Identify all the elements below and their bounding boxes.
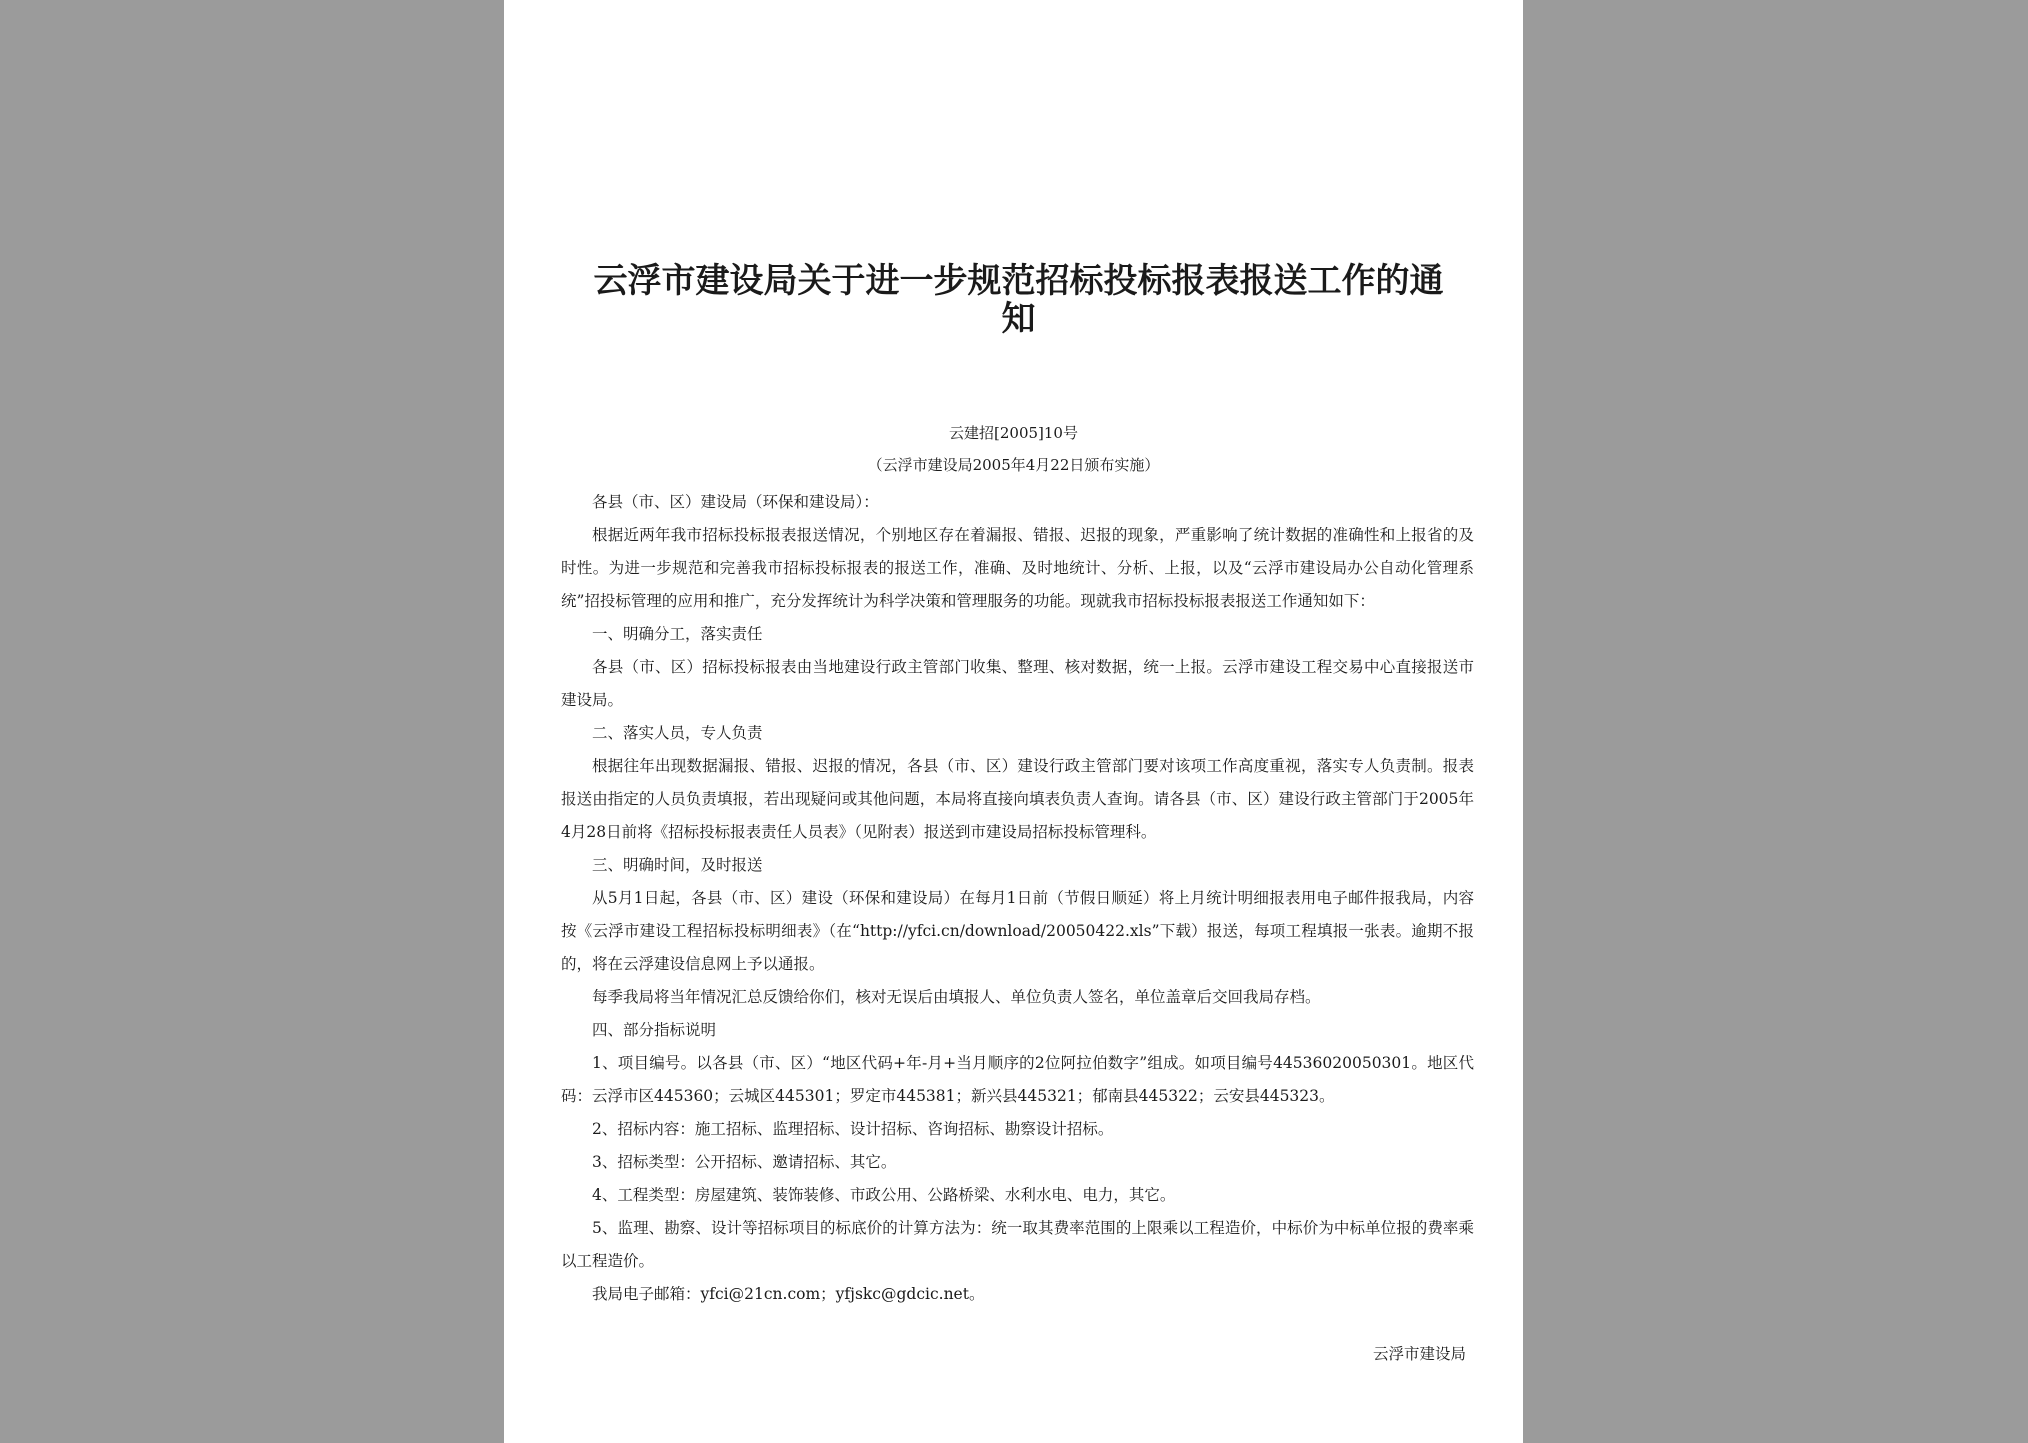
document-body	[561, 486, 1474, 1311]
issue-note: （云浮市建设局2005年4月22日颁布实施）	[867, 456, 1160, 474]
paragraph: 从5月1日起，各县（市、区）建设（环保和建设局）在每月1日前（节假日顺延）将上月统计明细报表用电子邮件报我局，内容按《云浮市建设工程招标投标明细表》（在“http://yfci.cn/download/20050422.xls”下载）报送，每项工程填报一张表。逾期不报的，将在云浮建设信息网上予以通报。	[561, 889, 1474, 973]
document-page	[504, 0, 1523, 1443]
salutation: 各县（市、区）建设局（环保和建设局）：	[592, 493, 879, 511]
section-heading: 三、明确时间，及时报送	[592, 856, 763, 874]
list-item: 5、监理、勘察、设计等招标项目的标底价的计算方法为：统一取其费率范围的上限乘以工程造价，中标价为中标单位报的费率乘以工程造价。	[561, 1219, 1474, 1270]
section-heading: 二、落实人员，专人负责	[592, 724, 763, 742]
list-item: 1、项目编号。以各县（市、区）“地区代码+年-月+当月顺序的2位阿拉伯数字”组成。如项目编号44536020050301。地区代码：云浮市区445360；云城区445301；罗定市445381；新兴县445321；郁南县445322；云安县445323。	[561, 1054, 1474, 1105]
list-item: 2、招标内容：施工招标、监理招标、设计招标、咨询招标、勘察设计招标。	[592, 1120, 1114, 1138]
paragraph: 根据往年出现数据漏报、错报、迟报的情况，各县（市、区）建设行政主管部门要对该项工作高度重视，落实专人负责制。报表报送由指定的人员负责填报，若出现疑问或其他问题，本局将直接向填表负责人查询。请各县（市、区）建设行政主管部门于2005年4月28日前将《招标投标报表责任人员表》（见附表）报送到市建设局招标投标管理科。	[561, 757, 1474, 841]
section-heading: 一、明确分工，落实责任	[592, 625, 763, 643]
email-line: 我局电子邮箱：yfci@21cn.com；yfjskc@gdcic.net。	[592, 1285, 985, 1303]
document-title: 云浮市建设局关于进一步规范招标投标报表报送工作的通知	[593, 261, 1444, 339]
list-item: 3、招标类型：公开招标、邀请招标、其它。	[592, 1153, 897, 1171]
paragraph: 每季我局将当年情况汇总反馈给你们，核对无误后由填报人、单位负责人签名，单位盖章后交回我局存档。	[592, 988, 1321, 1006]
document-number: 云建招[2005]10号	[949, 424, 1078, 442]
list-item: 4、工程类型：房屋建筑、装饰装修、市政公用、公路桥梁、水利水电、电力，其它。	[592, 1186, 1176, 1204]
paragraph: 各县（市、区）招标投标报表由当地建设行政主管部门收集、整理、核对数据，统一上报。云浮市建设工程交易中心直接报送市建设局。	[561, 658, 1474, 709]
section-heading: 四、部分指标说明	[592, 1021, 717, 1039]
signature: 云浮市建设局	[1372, 1345, 1466, 1363]
paragraph: 根据近两年我市招标投标报表报送情况，个别地区存在着漏报、错报、迟报的现象，严重影响了统计数据的准确性和上报省的及时性。为进一步规范和完善我市招标投标报表的报送工作，准确、及时地统计、分析、上报，以及“云浮市建设局办公自动化管理系统”招投标管理的应用和推广，充分发挥统计为科学决策和管理服务的功能。现就我市招标投标报表报送工作通知如下：	[561, 526, 1474, 610]
